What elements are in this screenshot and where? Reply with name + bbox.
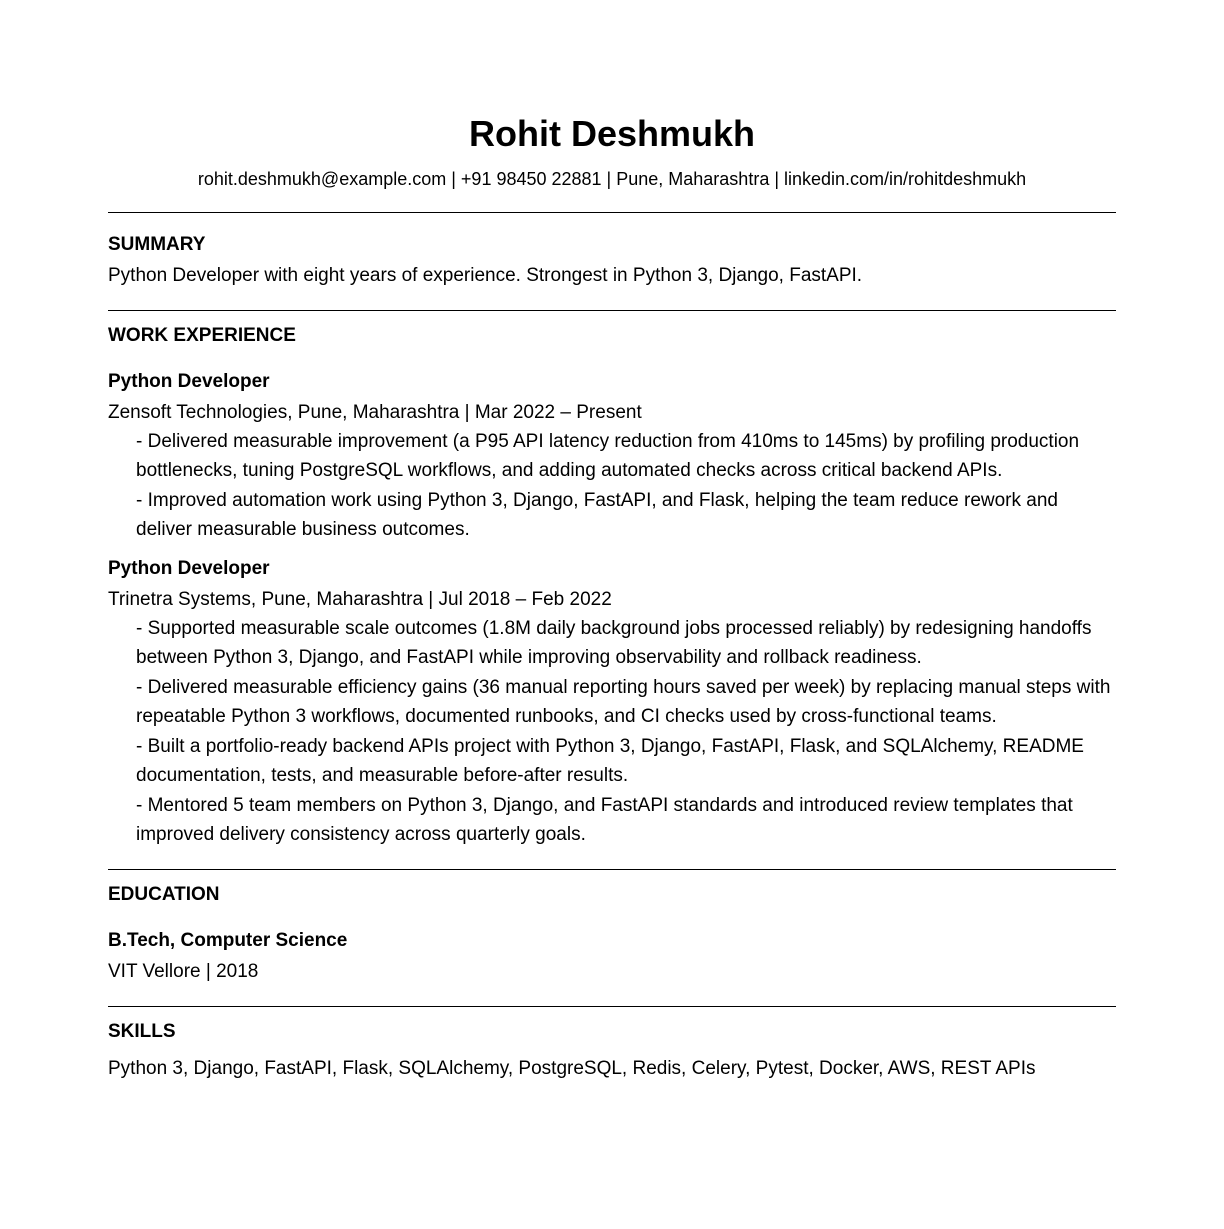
job-meta: Trinetra Systems, Pune, Maharashtra | Jul 2018 – Feb 2022 — [108, 589, 612, 610]
degree-title: B.Tech, Computer Science — [108, 930, 348, 951]
job-bullets — [108, 614, 1116, 849]
skills-heading: SKILLS — [108, 1021, 176, 1042]
education-section — [108, 883, 1116, 986]
job-entry — [108, 370, 1116, 544]
section-divider — [108, 869, 1116, 870]
bullet-item: - Delivered measurable improvement (a P95 API latency reduction from 410ms to 145ms) by profiling production bottlenecks, tuning PostgreSQL workflows, and adding automated checks across critical backend APIs. — [136, 431, 1080, 481]
bullet-item: - Built a portfolio-ready backend APIs project with Python 3, Django, FastAPI, Flask, and SQLAlchemy, README documentation, tests, and measurable before-after results. — [136, 736, 1084, 786]
job-title: Python Developer — [108, 371, 270, 392]
education-heading: EDUCATION — [108, 884, 220, 905]
summary-heading: SUMMARY — [108, 234, 206, 255]
section-divider — [108, 310, 1116, 311]
summary-section — [108, 233, 1116, 290]
job-title: Python Developer — [108, 558, 270, 579]
skills-text: Python 3, Django, FastAPI, Flask, SQLAlchemy, PostgreSQL, Redis, Celery, Pytest, Docker, AWS, REST APIs — [108, 1058, 1036, 1079]
section-divider — [108, 1006, 1116, 1007]
bullet-item: - Supported measurable scale outcomes (1.8M daily background jobs processed reliably) by redesigning handoffs between Python 3, Django, and FastAPI while improving observability and rollback readiness. — [136, 618, 1092, 668]
job-bullets — [108, 427, 1116, 544]
bullet-item: - Improved automation work using Python 3, Django, FastAPI, and Flask, helping the team reduce rework and deliver measurable business outcomes. — [136, 490, 1058, 540]
school-line: VIT Vellore | 2018 — [108, 961, 259, 982]
candidate-name: Rohit Deshmukh — [468, 113, 755, 154]
section-divider — [108, 212, 1116, 213]
bullet-item: - Mentored 5 team members on Python 3, Django, and FastAPI standards and introduced review templates that improved delivery consistency across quarterly goals. — [136, 795, 1073, 845]
job-meta: Zensoft Technologies, Pune, Maharashtra | Mar 2022 – Present — [108, 402, 642, 423]
contact-line: rohit.deshmukh@example.com | +91 98450 22881 | Pune, Maharashtra | linkedin.com/in/rohitdeshmukh — [197, 169, 1027, 189]
job-entry — [108, 557, 1116, 849]
experience-section — [108, 324, 1116, 849]
experience-heading: WORK EXPERIENCE — [108, 325, 296, 346]
bullet-item: - Delivered measurable efficiency gains (36 manual reporting hours saved per week) by replacing manual steps with repeatable Python 3 workflows, documented runbooks, and CI checks used by cross-functional teams. — [136, 677, 1111, 727]
summary-text: Python Developer with eight years of experience. Strongest in Python 3, Django, FastAPI. — [108, 265, 863, 286]
skills-section — [108, 1020, 1116, 1083]
